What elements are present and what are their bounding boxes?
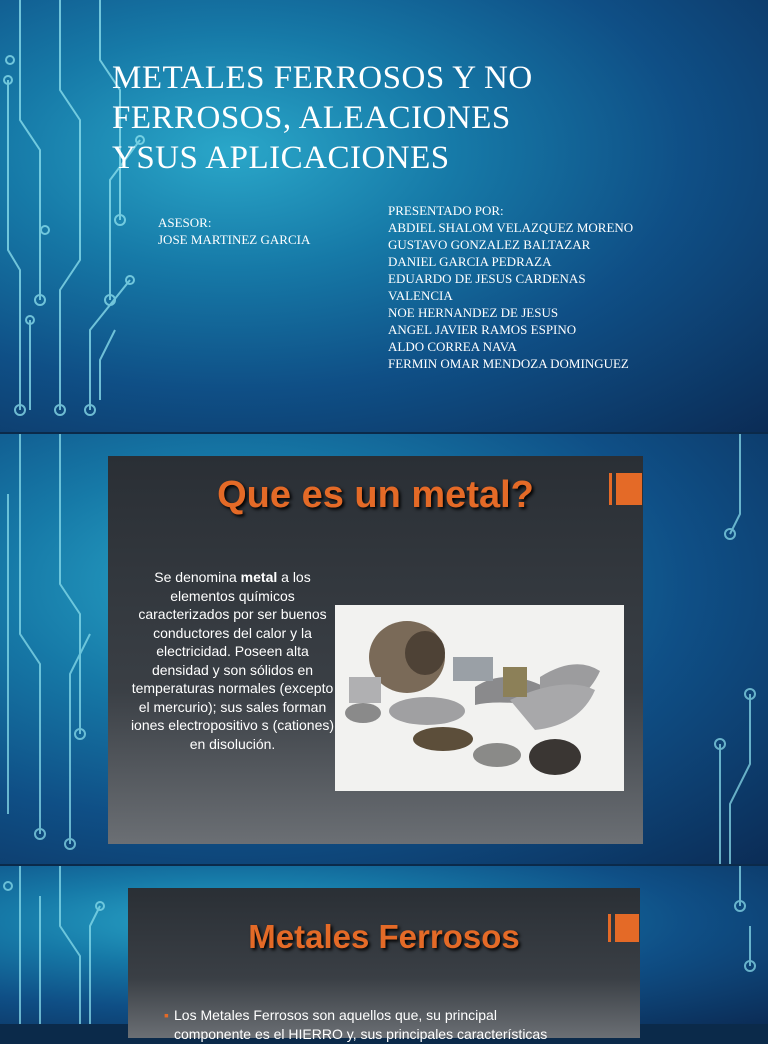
content-panel bbox=[108, 456, 643, 844]
presenters-block bbox=[388, 202, 633, 372]
metal-samples-photo bbox=[335, 605, 624, 791]
presenter-name: ALDO CORREA NAVA bbox=[388, 339, 517, 354]
advisor-block bbox=[158, 214, 310, 248]
list-item bbox=[164, 1006, 594, 1044]
circuit-decoration-right bbox=[700, 866, 768, 1024]
presenter-name: FERMIN OMAR MENDOZA DOMINGUEZ bbox=[388, 356, 629, 371]
circuit-decoration-left bbox=[0, 434, 100, 864]
bullet-text-line: Los Metales Ferrosos son aquellos que, su principal bbox=[174, 1007, 497, 1023]
slide-title: Que es un metal? bbox=[217, 474, 534, 516]
content-panel bbox=[128, 888, 640, 1042]
advisor-name: JOSE MARTINEZ GARCIA bbox=[158, 232, 311, 247]
presenter-name: VALENCIA bbox=[388, 288, 453, 303]
ferrous-metals-slide bbox=[0, 866, 768, 1042]
bullet-text-line: componente es el HIERRO y, sus principales características bbox=[174, 1026, 548, 1042]
slide-title: Metales Ferrosos bbox=[248, 918, 520, 955]
presenter-name: ABDIEL SHALOM VELAZQUEZ MORENO bbox=[388, 220, 634, 235]
circuit-decoration-left bbox=[0, 866, 110, 1024]
presenter-name: ANGEL JAVIER RAMOS ESPINO bbox=[388, 322, 577, 337]
presenter-name: EDUARDO DE JESUS CARDENAS bbox=[388, 271, 586, 286]
circuit-decoration-right bbox=[690, 434, 768, 864]
title-slide bbox=[0, 0, 768, 432]
presenter-name: GUSTAVO GONZALEZ BALTAZAR bbox=[388, 237, 591, 252]
presenter-name: NOE HERNANDEZ DE JESUS bbox=[388, 305, 559, 320]
presenters-label: PRESENTADO POR: bbox=[388, 203, 504, 218]
page-title: METALES FERROSOS Y NO FERROSOS, ALEACIONES YSUS APLICACIONES bbox=[112, 60, 533, 176]
bullet-icon: ▪ bbox=[164, 1007, 169, 1023]
advisor-label: ASESOR: bbox=[158, 215, 212, 230]
definition-text: Se denomina metal a los elementos químicos caracterizados por ser buenos conductores del calor y la electricidad. Poseen alta densidad y son sólidos en temperaturas normales (excepto el mercurio); sus sales forman iones electropositivo s (cationes) en disolución. bbox=[130, 569, 335, 752]
presenter-name: DANIEL GARCIA PEDRAZA bbox=[388, 254, 552, 269]
metal-definition-slide bbox=[0, 434, 768, 864]
